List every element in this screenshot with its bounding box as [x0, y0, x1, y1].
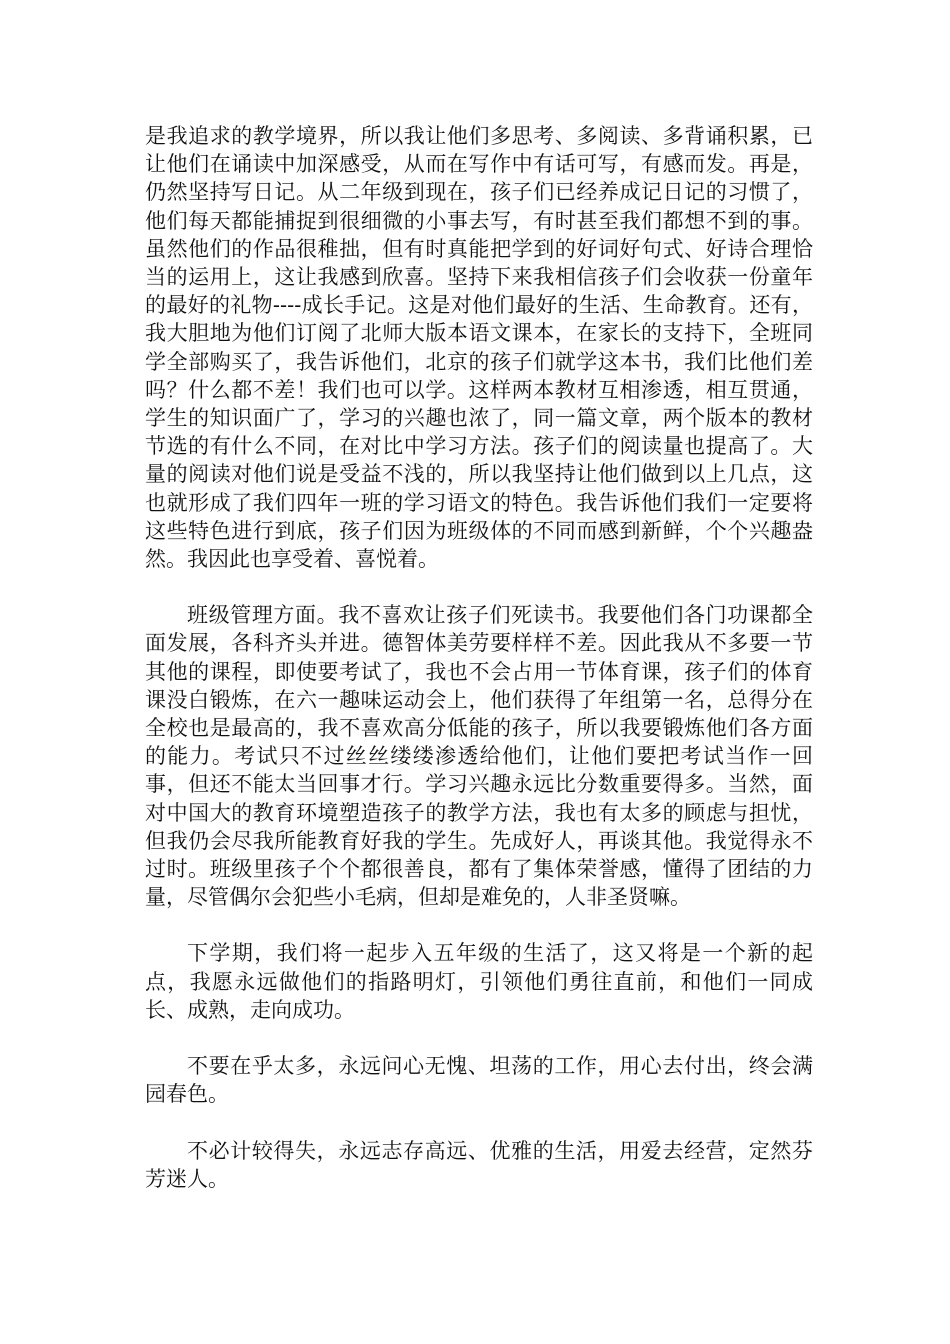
paragraph-motto-one: 不要在乎太多，永远问心无愧、坦荡的工作，用心去付出，终会满园春色。 — [145, 1054, 813, 1107]
document-body — [145, 122, 813, 1193]
paragraph-next-semester: 下学期，我们将一起步入五年级的生活了，这又将是一个新的起点，我愿永远做他们的指路明灯，引领他们勇往直前，和他们一同成长、成熟，走向成功。 — [145, 941, 813, 1022]
paragraph-motto-two: 不必计较得失，永远志存高远、优雅的生活，用爱去经营，定然芬芳迷人。 — [145, 1138, 813, 1191]
paragraph-teaching-features: 是我追求的教学境界，所以我让他们多思考、多阅读、多背诵积累，已让他们在诵读中加深感受，从而在写作中有话可写，有感而发。再是，仍然坚持写日记。从二年级到现在，孩子们已经养成记日记的习惯了，他们每天都能捕捉到很细微的小事去写，有时甚至我们都想不到的事。虽然他们的作品很稚拙，但有时真能把学到的好词好句式、好诗合理恰当的运用上，这让我感到欣喜。坚持下来我相信孩子们会收获一份童年的最好的礼物----成长手记。这是对他们最好的生活、生命教育。还有，我大胆地为他们订阅了北师大版本语文课本，在家长的支持下，全班同学全部购买了，我告诉他们，北京的孩子们就学这本书，我们比他们差吗？什么都不差！我们也可以学。这样两本教材互相渗透，相互贯通，学生的知识面广了，学习的兴趣也浓了，同一篇文章，两个版本的教材节选的有什么不同，在对比中学习方法。孩子们的阅读量也提高了。大量的阅读对他们说是受益不浅的，所以我坚持让他们做到以上几点，这也就形成了我们四年一班的学习语文的特色。我告诉他们我们一定要将这些特色进行到底，孩子们因为班级体的不同而感到新鲜，个个兴趣盎然。我因此也享受着、喜悦着。 — [145, 124, 813, 572]
paragraph-class-management: 班级管理方面。我不喜欢让孩子们死读书。我要他们各门功课都全面发展，各科齐头并进。德智体美劳要样样不差。因此我从不多要一节其他的课程，即使要考试了，我也不会占用一节体育课，孩子们的体育课没白锻炼，在六一趣味运动会上，他们获得了年组第一名，总得分在全校也是最高的，我不喜欢高分低能的孩子，所以我要锻炼他们各方面的能力。考试只不过丝丝缕缕渗透给他们，让他们要把考试当作一回事，但还不能太当回事才行。学习兴趣永远比分数重要得多。当然，面对中国大的教育环境塑造孩子的教学方法，我也有太多的顾虑与担忧，但我仍会尽我所能教育好我的学生。先成好人，再谈其他。我觉得永不过时。班级里孩子个个都很善良，都有了集体荣誉感，懂得了团结的力量，尽管偶尔会犯些小毛病，但却是难免的，人非圣贤嘛。 — [145, 603, 813, 910]
